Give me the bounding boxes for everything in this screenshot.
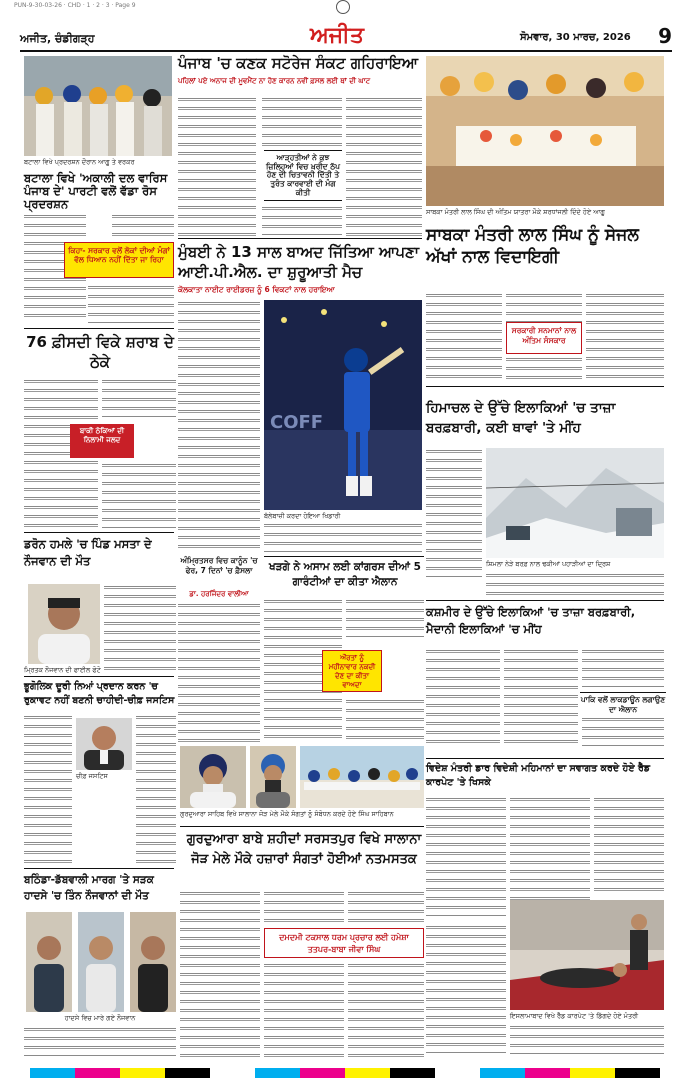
divider-gurdwara [180,826,424,827]
gurdwara-caption: ਗੁਰਦੁਆਰਾ ਸਾਹਿਬ ਵਿਖੇ ਸਾਲਾਨਾ ਜੋੜ ਮੇਲੇ ਮੌਕੇ ਸੰਗਤਾਂ ਨੂੰ ਸੰਬੋਧਨ ਕਰਦੇ ਹੋਏ ਸਿੰਘ ਸਾਹਿਬਾਨ [180,810,394,818]
gurdwara-body-4 [348,890,424,924]
bathinda-body [24,1026,176,1056]
gurdwara-body-2 [264,890,344,924]
lal-singh-red-box: ਸਰਕਾਰੀ ਸਨਮਾਨਾਂ ਨਾਲ ਅੰਤਿਮ ਸੰਸਕਾਰ [506,322,582,354]
crowd-photo-icon [24,56,172,156]
ceremony-photo-icon [300,746,424,808]
gurdwara-box: ਦਮਦਮੀ ਟਕਸਾਲ ਧਰਮ ਪ੍ਰਚਾਰ ਲਈ ਹਮੇਸ਼ਾ ਤਤਪਰ-ਬਾਬਾ ਜੀਵਾ ਸਿੰਘ [264,928,424,958]
foreign-minister-photo [510,900,664,1010]
himachal-photo [486,448,664,558]
wheat-subhead: ਪਹਿਲਾਂ ਪਏ ਅਨਾਜ ਦੀ ਮੂਵਮੈਂਟ ਨਾ ਹੋਣ ਕਾਰਨ ਨਵੀਂ ਫ਼ਸਲ ਲਈ ਥਾਂ ਦੀ ਘਾਟ [178,77,371,85]
funeral-photo-icon [426,56,664,206]
gurdwara-headline: ਗੁਰਦੁਆਰਾ ਬਾਬੇ ਸ਼ਹੀਦਾਂ ਸਰਸਤਪੁਰ ਵਿਖੇ ਸਾਲਾਨਾ ਜੋੜ ਮੇਲੇ ਮੌਕੇ ਹਜ਼ਾਰਾਂ ਸੰਗਤਾਂ ਹੋਈਆਂ ਨਤਮਸਤਕ [186,832,422,867]
page-number: 9 [658,24,672,48]
person-icon [250,746,296,808]
foreign-body-4 [426,924,506,1054]
divider-kashmir [426,600,664,601]
gurdwara-photo-2 [250,746,296,808]
bathinda-caption: ਹਾਦਸੇ ਵਿਚ ਮਾਰੇ ਗਏ ਨੌਜਵਾਨ [64,1014,136,1022]
gurdwara-body-5 [348,962,424,1060]
foreign-body-5 [510,1024,664,1054]
batala-yellow-box: ਕਿਹਾ- ਸਰਕਾਰ ਵਲੋਂ ਲੋਕਾਂ ਦੀਆਂ ਮੰਗਾਂ ਵੱਲ ਧਿਆਨ ਨਹੀਂ ਦਿੱਤਾ ਜਾ ਰਿਹਾ [64,242,174,278]
himachal-headline: ਹਿਮਾਚਲ ਦੇ ਉੱਚੇ ਇਲਾਕਿਆਂ 'ਚ ਤਾਜ਼ਾ ਬਰਫ਼ਬਾਰੀ, ਕਈ ਥਾਵਾਂ 'ਤੇ ਮੀਂਹ [426,400,616,436]
gurdwara-photo-1 [180,746,246,808]
amritsar-body [178,602,260,742]
himachal-caption: ਸ਼ਿਮਲਾ ਨੇੜੇ ਬਰਫ਼ ਨਾਲ ਢਕੀਆਂ ਪਹਾੜੀਆਂ ਦਾ ਦ੍ਰਿਸ਼ [486,560,611,568]
amritsar-kicker: ਡਾ. ਹਰਜਿੰਦਰ ਵਾਲੀਆ [189,590,249,598]
divider-liquor [24,328,174,329]
divider-bathinda [24,868,174,869]
divider-foreign [426,758,664,759]
liquor-headline: 76 ਫ਼ੀਸਦੀ ਵਿਕੇ ਸ਼ਰਾਬ ਦੇ ਠੇਕੇ [26,333,174,371]
person-icon [180,746,246,808]
ipl-jersey-text: COFF [270,412,324,433]
snow-photo-icon [486,448,664,558]
chief-justice-portrait [76,718,132,770]
lal-singh-headline: ਸਾਬਕਾ ਮੰਤਰੀ ਲਾਲ ਸਿੰਘ ਨੂੰ ਸੇਜਲ ਅੱਖਾਂ ਨਾਲ ਵਿਦਾਇਗੀ [426,225,639,267]
masthead-date: ਸੋਮਵਾਰ, 30 ਮਾਰਚ, 2026 [520,32,631,43]
geography-body-1 [24,714,72,864]
ipl-body-2 [264,522,422,552]
foreign-minister-headline: ਵਿਦੇਸ਼ ਮੰਤਰੀ ਡਾਰ ਵਿਦੇਸ਼ੀ ਮਹਿਮਾਨਾਂ ਦਾ ਸਵਾਗਤ ਕਰਦੇ ਹੋਏ ਰੈੱਡ ਕਾਰਪੇਟ 'ਤੇ ਖਿਸਕੇ [426,763,651,788]
liquor-body-2 [102,378,176,418]
wheat-body-1 [178,96,256,236]
kashmir-headline: ਕਸ਼ਮੀਰ ਦੇ ਉੱਚੇ ਇਲਾਕਿਆਂ 'ਚ ਤਾਜ਼ਾ ਬਰਫ਼ਬਾਰੀ, ਮੈਦਾਨੀ ਇਲਾਕਿਆਂ 'ਚ ਮੀਂਹ [426,605,636,636]
divider-assam [264,556,424,557]
batala-caption: ਬਟਾਲਾ ਵਿਖੇ ਪ੍ਰਦਰਸ਼ਨ ਦੌਰਾਨ ਆਗੂ ਤੇ ਵਰਕਰ [24,158,135,166]
lal-singh-body-4 [586,292,664,382]
bathinda-photos [26,912,176,1012]
print-color-bar [30,1068,660,1078]
person-icon [28,584,100,664]
batala-headline: ਬਟਾਲਾ ਵਿਖੇ 'ਅਕਾਲੀ ਦਲ ਵਾਰਿਸ ਪੰਜਾਬ ਦੇ' ਪਾਰਟੀ ਵਲੋਂ ਵੱਡਾ ਰੋਸ ਪ੍ਰਦਰਸ਼ਨ [24,171,168,212]
liquor-body-3 [102,462,176,528]
amritsar-headline: ਅੰਮ੍ਰਿਤਸਰ ਵਿਚ ਕਾਨੂੰਨ 'ਚ ਫੇਰ, 7 ਦਿਨਾਂ 'ਚ ਫ਼ੈਸਲਾ [180,556,258,575]
gurdwara-body-1 [180,890,260,1060]
kashmir-body-1 [426,648,500,744]
bathinda-headline: ਬਠਿੰਡਾ-ਡੱਬਵਾਲੀ ਮਾਰਗ 'ਤੇ ਸੜਕ ਹਾਦਸੇ 'ਚ ਤਿੰਨ ਨੌਜਵਾਨਾਂ ਦੀ ਮੌਤ [24,874,154,902]
masthead [20,22,672,52]
wheat-pullquote: ਆੜ੍ਹਤੀਆਂ ਨੇ ਕੁਝ ਜ਼ਿਲ੍ਹਿਆਂ ਵਿਚ ਖ਼ਰੀਦ ਠੱਪ ਹੋਣ ਦੀ ਚਿਤਾਵਨੀ ਦਿੱਤੀ ਤੇ ਤੁਰੰਤ ਕਾਰਵਾਈ ਦੀ ਮੰਗ ਕੀਤੀ [264,150,342,201]
lal-singh-body-1 [426,292,502,382]
assam-headline: ਖੜਗੇ ਨੇ ਅਸਾਮ ਲਈ ਕਾਂਗਰਸ ਦੀਆਂ 5 ਗਾਰੰਟੀਆਂ ਦਾ ਕੀਤਾ ਐਲਾਨ [269,561,421,588]
drone-portrait [28,584,100,664]
batala-photo [24,56,172,156]
kashmir-body-2 [504,648,578,744]
divider-ipl [178,238,422,239]
foreign-minister-caption: ਇਸਲਾਮਾਬਾਦ ਵਿਖੇ ਰੈੱਡ ਕਾਰਪੇਟ 'ਤੇ ਡਿੱਗਦੇ ਹੋਏ ਮੰਤਰੀ [510,1012,639,1020]
wheat-headline: ਪੰਜਾਬ 'ਚ ਕਣਕ ਸਟੋਰੇਜ ਸੰਕਟ ਗਹਿਰਾਇਆ [178,54,419,72]
himachal-body-1 [426,448,482,578]
geography-body-2 [136,714,176,864]
cricket-photo-icon [264,300,422,510]
divider-himachal [426,386,664,387]
gurdwara-body-3 [264,962,344,1060]
lal-singh-photo [426,56,664,206]
lal-singh-body-3 [506,356,582,382]
person-icon [76,718,132,770]
masthead-location: ਅਜੀਤ, ਚੰਡੀਗੜ੍ਹ [20,32,95,45]
drone-caption: ਮ੍ਰਿਤਕ ਨੌਜਵਾਨ ਦੀ ਫਾਈਲ ਫੋਟੋ [24,666,101,674]
registration-mark [336,0,350,14]
gurdwara-photo-3 [300,746,424,808]
pakistan-headline: ਪਾਕਿ ਵਲੋਂ ਲਾਕਡਾਊਨ ਲਗਾਉਣ ਦਾ ਐਲਾਨ [580,692,666,715]
wheat-body-4 [262,205,342,236]
ipl-caption: ਬੱਲੇਬਾਜ਼ੀ ਕਰਦਾ ਹੋਇਆ ਖਿਡਾਰੀ [264,512,341,520]
assam-body-3 [346,698,424,742]
assam-body-2 [346,598,424,638]
chief-justice-caption: ਚੀਫ਼ ਜਸਟਿਸ [76,772,108,780]
print-meta: PUN-9-30-03-26 · CHD · 1 · 2 · 3 · Page 9 [14,2,136,9]
foreign-body-1 [426,796,506,916]
ipl-headline: ਮੁੰਬਈ ਨੇ 13 ਸਾਲ ਬਾਅਦ ਜਿੱਤਿਆ ਆਪਣਾ ਆਈ.ਪੀ.ਐਲ. ਦਾ ਸ਼ੁਰੂਆਤੀ ਮੈਚ [178,243,420,281]
divider-drone [24,532,174,533]
liquor-box: ਬਾਕੀ ਠੇਕਿਆਂ ਦੀ ਨਿਲਾਮੀ ਜਲਦ [70,424,134,458]
batala-body-text-2 [112,213,174,237]
himachal-body-2 [486,572,664,596]
kashmir-body-3 [582,648,664,688]
drone-headline: ਡਰੋਨ ਹਮਲੇ 'ਚ ਪਿੰਡ ਮਸਤਾ ਦੇ ਨੌਜਵਾਨ ਦੀ ਮੌਤ [24,537,152,568]
lal-singh-caption: ਸਾਬਕਾ ਮੰਤਰੀ ਲਾਲ ਸਿੰਘ ਦੀ ਅੰਤਿਮ ਯਾਤਰਾ ਮੌਕੇ ਸ਼ਰਧਾਂਜਲੀ ਦਿੰਦੇ ਹੋਏ ਆਗੂ [426,208,605,216]
ipl-body-1 [178,300,260,550]
geography-headline: ਭੂਗੋਲਿਕ ਦੂਰੀ ਨਿਆਂ ਪ੍ਰਦਾਨ ਕਰਨ 'ਚ ਰੁਕਾਵਟ ਨਹੀਂ ਬਣਨੀ ਚਾਹੀਦੀ-ਚੀਫ਼ ਜਸਟਿਸ [24,681,175,706]
pakistan-body [582,716,664,746]
newspaper-logo: ਅਜੀਤ [310,22,364,48]
wheat-body-2 [262,96,342,146]
assam-box: ਔਰਤਾਂ ਨੂੰ ਮਹੀਨਾਵਾਰ ਨਕਦੀ ਦੇਣ ਦਾ ਕੀਤਾ ਵਾਅਦਾ [322,650,382,692]
batala-body-text-3 [88,284,174,324]
wheat-body-3 [346,96,422,236]
ipl-photo [264,300,422,510]
drone-body-1 [104,584,176,674]
foreign-body-3 [594,796,664,896]
divider-geography [24,676,174,677]
red-carpet-photo-icon [510,900,664,1010]
foreign-body-2 [510,796,590,916]
victims-photo-icon [26,912,176,1012]
ipl-subhead: ਕੋਲਕਾਤਾ ਨਾਈਟ ਰਾਈਡਰਜ਼ ਨੂੰ 6 ਵਿਕਟਾਂ ਨਾਲ ਹਰਾਇਆ [178,285,335,294]
